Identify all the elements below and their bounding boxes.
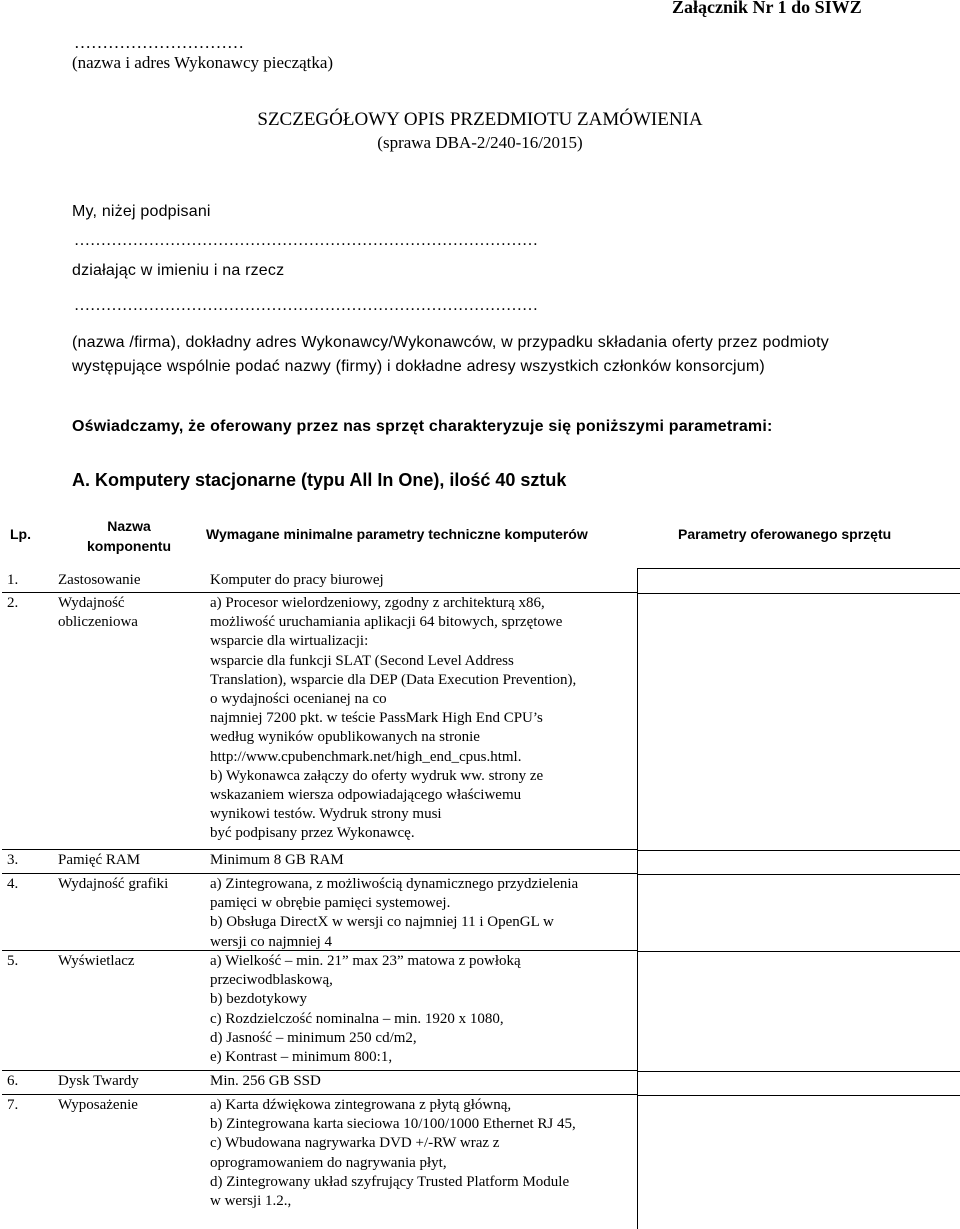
requirement-line: d) Jasność – minimum 250 cd/m2, xyxy=(210,1029,417,1046)
requirement-line: Min. 256 GB SSD xyxy=(210,1073,321,1089)
requirement-line: b) Wykonawca załączy do oferty wydruk ww. strony ze xyxy=(210,767,544,784)
requirement-line: w wersji 1.2., xyxy=(210,1193,292,1209)
requirement-line: b) bezdotykowy xyxy=(210,991,308,1008)
requirement-line: oprogramowaniem do nagrywania płyt, xyxy=(210,1154,447,1171)
signed-line: My, niżej podpisani xyxy=(72,203,211,220)
requirement-line: c) Rozdzielczość nominalna – min. 1920 x 1080, xyxy=(210,1010,504,1027)
row-divider xyxy=(2,592,637,593)
requirement-line: pamięci w obrębie pamięci systemowej. xyxy=(210,895,451,912)
requirement-line: http://www.cpubenchmark.net/high_end_cpus.html. xyxy=(210,748,522,765)
requirement-line: c) Wbudowana nagrywarka DVD +/-RW wraz z xyxy=(210,1135,500,1152)
requirement-line: e) Kontrast – minimum 800:1, xyxy=(210,1049,393,1065)
header-requirements: Wymagane minimalne parametry techniczne komputerów xyxy=(206,526,588,542)
declaration: Oświadczamy, że oferowany przez nas sprzęt charakteryzuje się poniższymi parametrami: xyxy=(72,418,773,435)
row-divider xyxy=(2,1094,637,1095)
component-name: Wydajność xyxy=(58,595,125,611)
component-name: Dysk Twardy xyxy=(58,1073,139,1089)
requirement-line: a) Procesor wielordzeniowy, zgodny z architekturą x86, xyxy=(210,595,545,611)
component-name: Pamięć RAM xyxy=(58,852,141,868)
requirement-line: d) Zintegrowany układ szyfrujący Trusted Platform Module xyxy=(210,1173,570,1190)
row-number: 4. xyxy=(7,876,19,892)
requirement-line: Komputer do pracy biurowej xyxy=(210,572,384,588)
component-name: Wyświetlacz xyxy=(58,953,135,969)
row-number: 6. xyxy=(7,1073,19,1089)
offered-parameters-column[interactable] xyxy=(637,568,960,1229)
row-number: 5. xyxy=(7,953,19,969)
requirement-line: wsparcie dla wirtualizacji: xyxy=(210,633,369,650)
offer-cell-divider xyxy=(638,874,960,875)
behalf-dots: …………………………………………………………………………… xyxy=(74,297,538,314)
header-lp: Lp. xyxy=(10,526,31,542)
row-divider xyxy=(2,849,637,850)
requirement-line: wskazaniem wiersza odpowiadającego właściwemu xyxy=(210,787,522,803)
acting-line: działając w imieniu i na rzecz xyxy=(72,262,285,279)
component-name: Wyposażenie xyxy=(58,1097,138,1113)
requirement-line: być podpisany przez Wykonawcę. xyxy=(210,825,415,842)
row-divider xyxy=(2,873,637,874)
section-title: A. Komputery stacjonarne (typu All In One), ilość 40 sztuk xyxy=(72,470,567,490)
requirement-line: możliwość uruchamiania aplikacji 64 bitowych, sprzętowe xyxy=(210,614,563,631)
row-number: 2. xyxy=(7,595,19,611)
attachment-label: Załącznik Nr 1 do SIWZ xyxy=(672,0,862,17)
component-name: Wydajność grafiki xyxy=(58,876,169,892)
row-number: 1. xyxy=(7,572,19,588)
requirement-line: Minimum 8 GB RAM xyxy=(210,852,344,868)
requirement-line: według wyników opublikowanych na stronie xyxy=(210,729,480,746)
contractor-dots: ………………………… xyxy=(74,33,244,52)
requirement-line: o wydajności ocenianej na co xyxy=(210,691,387,707)
requirement-line: wsparcie dla funkcji SLAT (Second Level Address xyxy=(210,652,514,669)
requirement-line: b) Obsługa DirectX w wersji co najmniej 11 i OpenGL w xyxy=(210,914,554,931)
offer-cell-divider xyxy=(638,1071,960,1072)
component-name: obliczeniowa xyxy=(58,614,138,631)
requirement-line: b) Zintegrowana karta sieciowa 10/100/1000 Ethernet RJ 45, xyxy=(210,1116,576,1133)
requirement-line: wersji co najmniej 4 xyxy=(210,933,333,950)
offer-cell-divider xyxy=(638,850,960,851)
requirement-line: wynikowi testów. Wydruk strony musi xyxy=(210,806,442,823)
component-name: Zastosowanie xyxy=(58,572,141,588)
requirement-line: przeciwodblaskową, xyxy=(210,972,333,989)
firm-note: (nazwa /firma), dokładny adres Wykonawcy/Wykonawców, w przypadku składania oferty przez podmioty występujące wspólnie podać nazwy (firmy) i dokładne adresy wszystkich członków konsorcjum) xyxy=(72,334,829,375)
row-number: 3. xyxy=(7,852,19,868)
signatory-dots: …………………………………………………………………………… xyxy=(74,232,538,249)
offer-cell-divider xyxy=(638,593,960,594)
requirement-line: a) Wielkość – min. 21” max 23” matowa z powłoką xyxy=(210,953,521,969)
offer-cell-divider xyxy=(638,951,960,952)
requirement-line: Translation), wsparcie dla DEP (Data Execution Prevention), xyxy=(210,671,577,688)
header-component: Nazwa komponentu xyxy=(87,518,171,554)
row-divider xyxy=(2,1070,637,1071)
document-title: SZCZEGÓŁOWY OPIS PRZEDMIOTU ZAMÓWIENIA xyxy=(257,109,703,130)
header-offered: Parametry oferowanego sprzętu xyxy=(678,526,892,542)
requirement-line: a) Zintegrowana, z możliwością dynamicznego przydzielenia xyxy=(210,876,579,892)
contractor-caption: (nazwa i adres Wykonawcy pieczątka) xyxy=(72,53,334,72)
offer-cell-divider xyxy=(638,1095,960,1096)
row-divider xyxy=(2,950,637,951)
row-number: 7. xyxy=(7,1097,19,1113)
requirement-line: a) Karta dźwiękowa zintegrowana z płytą główną, xyxy=(210,1097,512,1113)
case-number: (sprawa DBA-2/240-16/2015) xyxy=(377,133,583,152)
requirement-line: najmniej 7200 pkt. w teście PassMark High End CPU’s xyxy=(210,710,543,727)
